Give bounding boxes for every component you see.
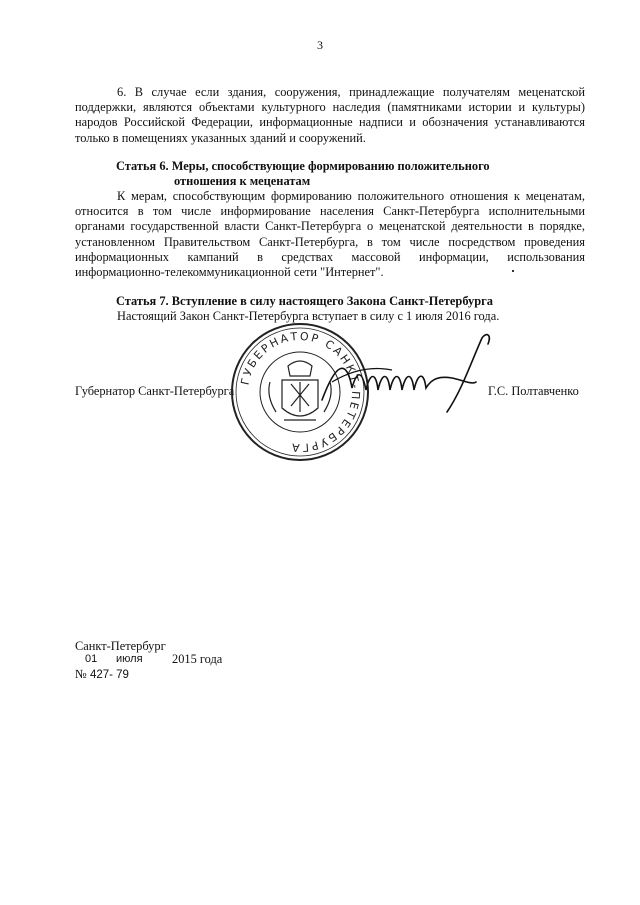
handwritten-signature — [312, 330, 512, 420]
place-of-signing: Санкт-Петербург — [75, 639, 166, 653]
article-6-title: Статья 6. Меры, способствующие формированию положительного — [116, 159, 490, 173]
page-number: 3 — [317, 38, 323, 52]
article-7-title: Статья 7. Вступление в силу настоящего Закона Санкт-Петербурга — [116, 294, 493, 308]
article-7-body: Настоящий Закон Санкт-Петербурга вступает в силу с 1 июля 2016 года. — [117, 309, 500, 323]
article-6-title-continued: отношения к меценатам — [174, 174, 311, 188]
document-number-value: 427- 79 — [89, 669, 129, 681]
seal-text: ГУБЕРНАТОР САНКТ-ПЕТЕРБУРГА — [238, 329, 363, 455]
date-month: июля — [116, 653, 143, 665]
paragraph-item-6: 6. В случае если здания, сооружения, принадлежащие получателям меценатской поддержки, являются объектами культурного наследия (памятниками истории и культуры) народов Российской Федерации, информационные надписи и обозначения устанавливаются только в помещениях указанных зданий и сооружений. — [75, 85, 585, 145]
date-year: 2015 года — [172, 652, 223, 666]
date-day: 01 — [85, 653, 98, 665]
document-number-label: № — [75, 667, 87, 681]
governor-position-label: Губернатор Санкт-Петербурга — [75, 384, 235, 398]
governor-name: Г.С. Полтавченко — [488, 384, 579, 398]
article-6-body: К мерам, способствующим формированию положительного отношения к меценатам, относится в том числе информирование населения Санкт-Петербурга исполнительными органами государственной власти Санкт-Петербурга о меценатской деятельности в порядке, установленном Правительством Санкт-Петербурга, в том числе посредством проведения информационных кампаний в средствах массовой информации, использования информационно-телекоммуникационной сети "Интернет". — [75, 189, 585, 280]
speck — [512, 270, 514, 272]
document-number — [75, 667, 129, 682]
